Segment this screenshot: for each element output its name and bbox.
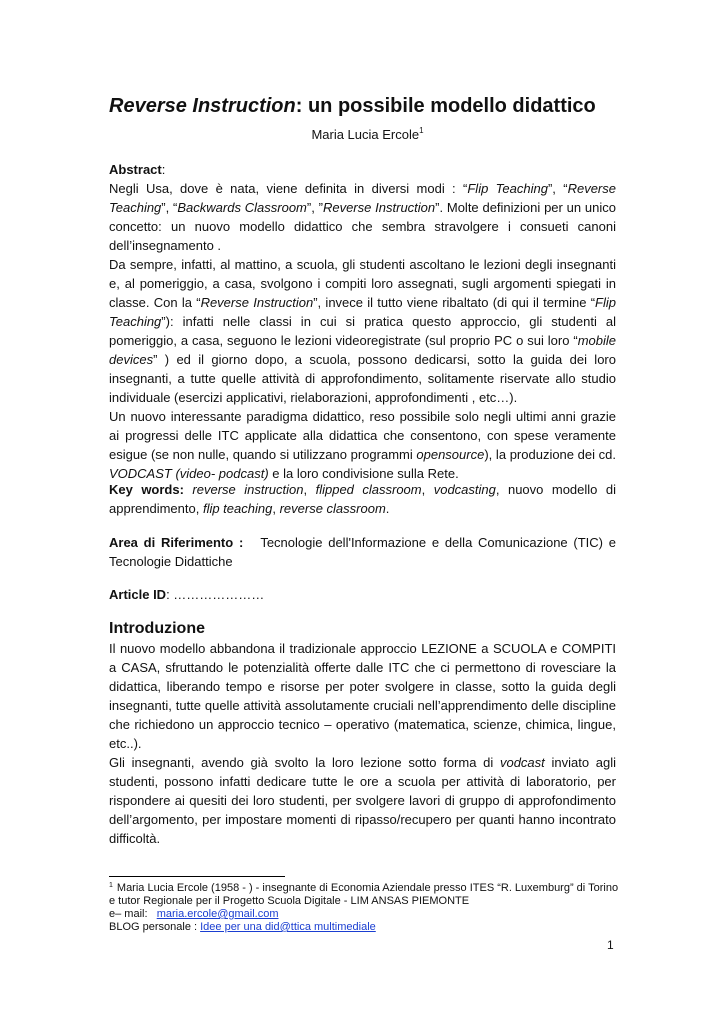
keywords: Key words: reverse instruction, flipped classroom, vodcasting, nuovo modello di apprendimento, flip teaching, reverse classroom. [109, 482, 616, 516]
footnote-line-2: e tutor Regionale per il Progetto Scuola Digitale - LIM ANSAS PIEMONTE [109, 895, 470, 907]
footnote-blog-line: BLOG personale : Idee per una did@ttica multimediale [109, 921, 376, 933]
title-italic: Reverse Instruction [109, 95, 296, 117]
introduction-paragraph-1: Il nuovo modello abbandona il tradizionale approccio LEZIONE a SCUOLA e COMPITI a CASA, sfruttando le potenzialità offerte dalle ITC che ci permettono di rovesciare la didattica, liberando tempo e risorse per poter svolgere in classe, sotto la guida degli insegnanti, tutte quelle attività assolutamente cruciali nell’apprendimento delle discipline che richiedono un approccio tecnico – operativo (matematica, scienze, chimica, lingue, etc..). [109, 641, 616, 751]
page-number: 1 [607, 938, 614, 952]
author-line [0, 126, 725, 144]
title-rest: : un possibile modello didattico [295, 95, 596, 117]
introduction-heading: Introduzione [109, 620, 205, 637]
footnote [109, 882, 629, 934]
keywords-label: Key words: [109, 482, 184, 497]
abstract-paragraph-2: Da sempre, infatti, al mattino, a scuola, gli studenti ascoltano le lezioni degli insegnanti e, al pomeriggio, a casa, svolgono i compiti loro assegnati, sugli argomenti spiegati in classe. Con la “Reverse Instruction”, invece il tutto viene ribaltato (di qui il termine “Flip Teaching”): infatti nelle classi in cui si pratica questo approccio, gli studenti al pomeriggio, a casa, seguono le lezioni videoregistrate (sul proprio PC o sui loro “mobile devices” ) ed il giorno dopo, a scuola, possono dedicarsi, sotto la guida dei loro insegnanti, a tutte quelle attività di approfondimento, solitamente riservate allo studio individuale (esercizi applicativi, rielaborazioni, approfondimenti , etc…). [109, 257, 616, 405]
footnote-line-1: $^1$ Maria Lucia Ercole (1958 - ) - insegnante di Economia Aziendale presso ITES “R. Luxemburg” di Torino [109, 882, 619, 894]
abstract-paragraph-3: Un nuovo interessante paradigma didattico, reso possibile solo negli ultimi anni grazie ai progressi delle ITC applicate alla didattica che consentono, con spese veramente esigue (se non nulle, quando si utilizzano programmi opensource), la produzione dei cd. VODCAST (video- podcast) e la loro condivisione sulla Rete. [109, 409, 616, 481]
article-id-label: Article ID [109, 587, 167, 602]
abstract-body [109, 179, 616, 483]
paper-title [109, 94, 629, 118]
footnote-divider [109, 876, 285, 877]
abstract-heading: Abstract: [109, 162, 166, 177]
article-id [109, 585, 616, 604]
introduction-body [109, 639, 616, 848]
area-label: Area di Riferimento : [109, 535, 244, 550]
area-value: Tecnologie dell'Informazione e della Comunicazione (TIC) e Tecnologie Didattiche [109, 535, 616, 569]
email-link[interactable]: maria.ercole@gmail.com [156, 908, 279, 920]
reference-area [109, 533, 616, 571]
article-id-value: : ………………… [166, 587, 265, 602]
footnote-email-line: e– mail: maria.ercole@gmail.com [109, 908, 279, 920]
abstract-paragraph-1: Negli Usa, dove è nata, viene definita in diversi modi : “Flip Teaching”, “Reverse Teaching”, “Backwards Classroom”, ”Reverse Instruction”. Molte definizioni per un unico concetto: un nuovo modello didattico che sembra stravolgere i consueti canoni dell’insegnamento . [109, 181, 616, 253]
author-name: Maria Lucia Ercole [311, 127, 420, 142]
blog-link[interactable]: Idee per una did@ttica multimediale [200, 921, 376, 933]
introduction-paragraph-2: Gli insegnanti, avendo già svolto la loro lezione sotto forma di vodcast inviato agli studenti, possono infatti dedicare tutte le ore a scuola per attività di laboratorio, per rispondere ai quesiti dei loro studenti, per svolgere lavori di gruppo di approfondimento dell’argomento, per impostare momenti di ripasso/recupero per quanti hanno incontrato difficoltà. [109, 755, 616, 846]
author-footnote-mark: 1 [419, 126, 424, 135]
